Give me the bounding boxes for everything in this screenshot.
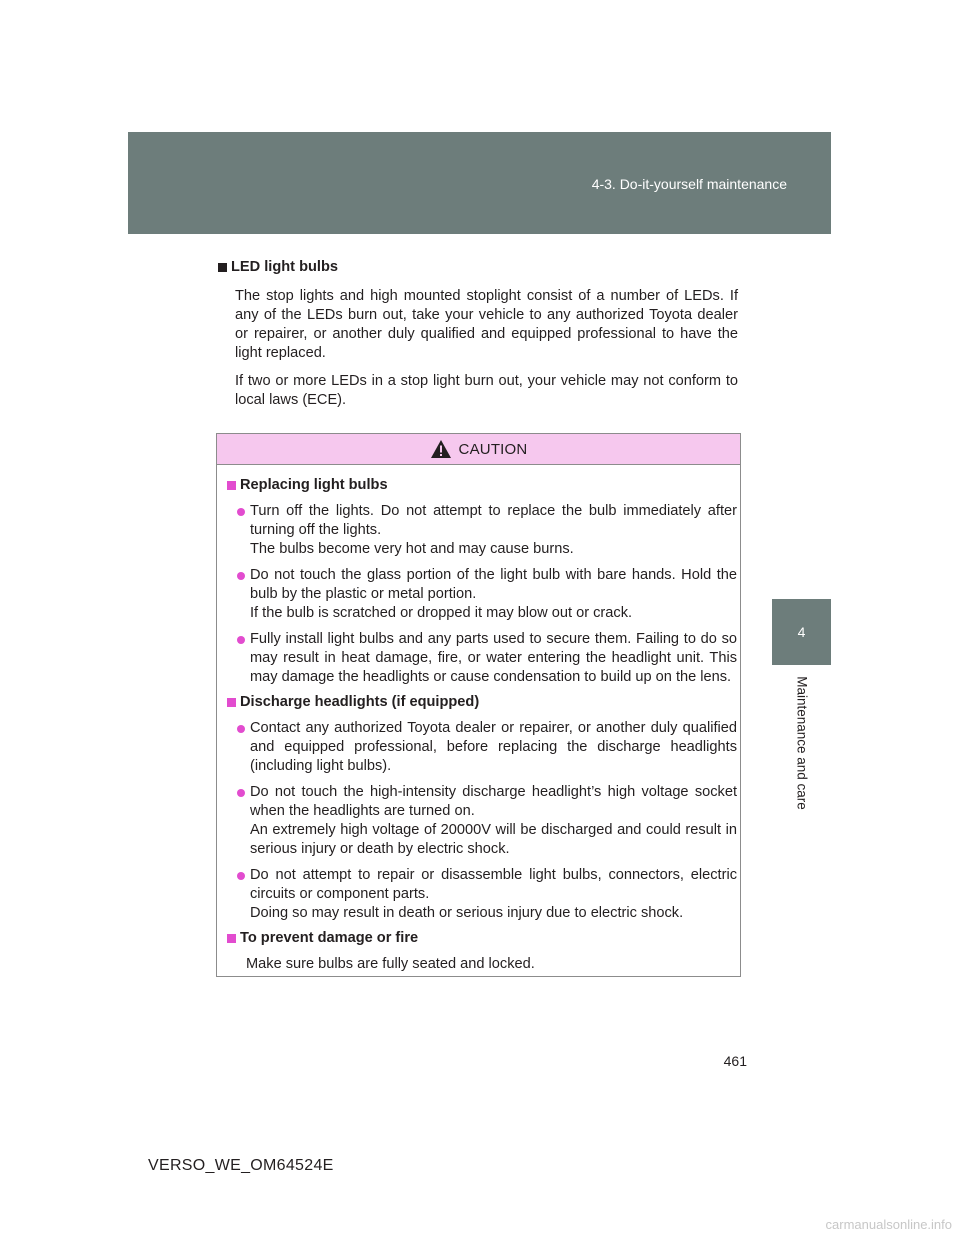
list-item-note: An extremely high voltage of 20000V will be discharged and could result in serious injury or death by electric shock. bbox=[250, 822, 737, 857]
led-paragraph-1: The stop lights and high mounted stoplight consist of a number of LEDs. If any of the LEDs burn out, take your vehicle to any authorized Toyota dealer or repairer, or another duly qualified and equipped professional to have the light replaced. bbox=[235, 288, 738, 361]
square-bullet-icon bbox=[218, 263, 227, 272]
list-item-text: Do not touch the glass portion of the light bulb with bare hands. Hold the bulb by the plastic or metal portion. bbox=[250, 567, 737, 602]
list-item bbox=[227, 630, 737, 687]
caution-section-discharge bbox=[227, 693, 737, 923]
warning-triangle-icon bbox=[430, 439, 452, 459]
page-number: 461 bbox=[723, 1053, 747, 1069]
circle-bullet-icon bbox=[237, 872, 245, 880]
led-heading-text: LED light bulbs bbox=[231, 259, 339, 275]
watermark: carmanualsonline.info bbox=[825, 1217, 952, 1232]
led-paragraph-2: If two or more LEDs in a stop light burn out, your vehicle may not conform to local laws (ECE). bbox=[235, 373, 738, 408]
list-item bbox=[227, 866, 737, 923]
caution-section-heading bbox=[227, 476, 737, 495]
list-item bbox=[227, 783, 737, 859]
document-code: VERSO_WE_OM64524E bbox=[148, 1157, 334, 1174]
header-band bbox=[128, 132, 831, 234]
caution-section-replacing bbox=[227, 476, 737, 687]
led-heading bbox=[218, 258, 738, 277]
chapter-tab-label-text: Maintenance and care bbox=[794, 675, 809, 810]
section-title: 4-3. Do-it-yourself maintenance bbox=[591, 176, 787, 192]
list-item-note: If the bulb is scratched or dropped it may blow out or crack. bbox=[250, 605, 633, 621]
caution-section-heading-text: To prevent damage or fire bbox=[240, 930, 419, 946]
chapter-tab-number: 4 bbox=[772, 599, 831, 665]
circle-bullet-icon bbox=[237, 508, 245, 516]
list-item-text: Do not attempt to repair or disassemble light bulbs, connectors, electric circuits or component parts. bbox=[250, 867, 737, 902]
caution-section-heading bbox=[227, 929, 737, 948]
circle-bullet-icon bbox=[237, 636, 245, 644]
caution-title: CAUTION bbox=[458, 440, 528, 458]
caution-section-heading-text: Replacing light bulbs bbox=[240, 477, 388, 493]
square-bullet-icon bbox=[227, 698, 236, 707]
caution-section-text: Make sure bulbs are fully seated and locked. bbox=[246, 956, 535, 972]
square-bullet-icon bbox=[227, 481, 236, 490]
chapter-tab-label bbox=[772, 665, 831, 820]
caution-section-fire bbox=[227, 929, 737, 974]
caution-body bbox=[217, 465, 740, 974]
caution-box bbox=[216, 433, 741, 977]
list-item-text: Contact any authorized Toyota dealer or repairer, or another duly qualified and equipped professional, before replacing the discharge headlights (including light bulbs). bbox=[250, 720, 737, 774]
list-item bbox=[227, 719, 737, 776]
circle-bullet-icon bbox=[237, 725, 245, 733]
circle-bullet-icon bbox=[237, 572, 245, 580]
list-item-text: Do not touch the high-intensity discharge headlight’s high voltage socket when the headlights are turned on. bbox=[250, 784, 737, 819]
caution-section-heading-text: Discharge headlights (if equipped) bbox=[240, 694, 480, 710]
list-item bbox=[227, 566, 737, 623]
caution-section-heading bbox=[227, 693, 737, 712]
list-item-text: Turn off the lights. Do not attempt to replace the bulb immediately after turning off the lights. bbox=[250, 503, 737, 538]
square-bullet-icon bbox=[227, 934, 236, 943]
caution-header bbox=[217, 434, 740, 465]
led-section bbox=[218, 258, 738, 410]
list-item-text: Fully install light bulbs and any parts used to secure them. Failing to do so may result in heat damage, fire, or water entering the headlight unit. This may damage the headlights or cause condensation to build up on the lens. bbox=[250, 631, 737, 685]
list-item-note: The bulbs become very hot and may cause burns. bbox=[250, 541, 574, 557]
list-item bbox=[227, 502, 737, 559]
list-item-note: Doing so may result in death or serious injury due to electric shock. bbox=[250, 905, 684, 921]
circle-bullet-icon bbox=[237, 789, 245, 797]
